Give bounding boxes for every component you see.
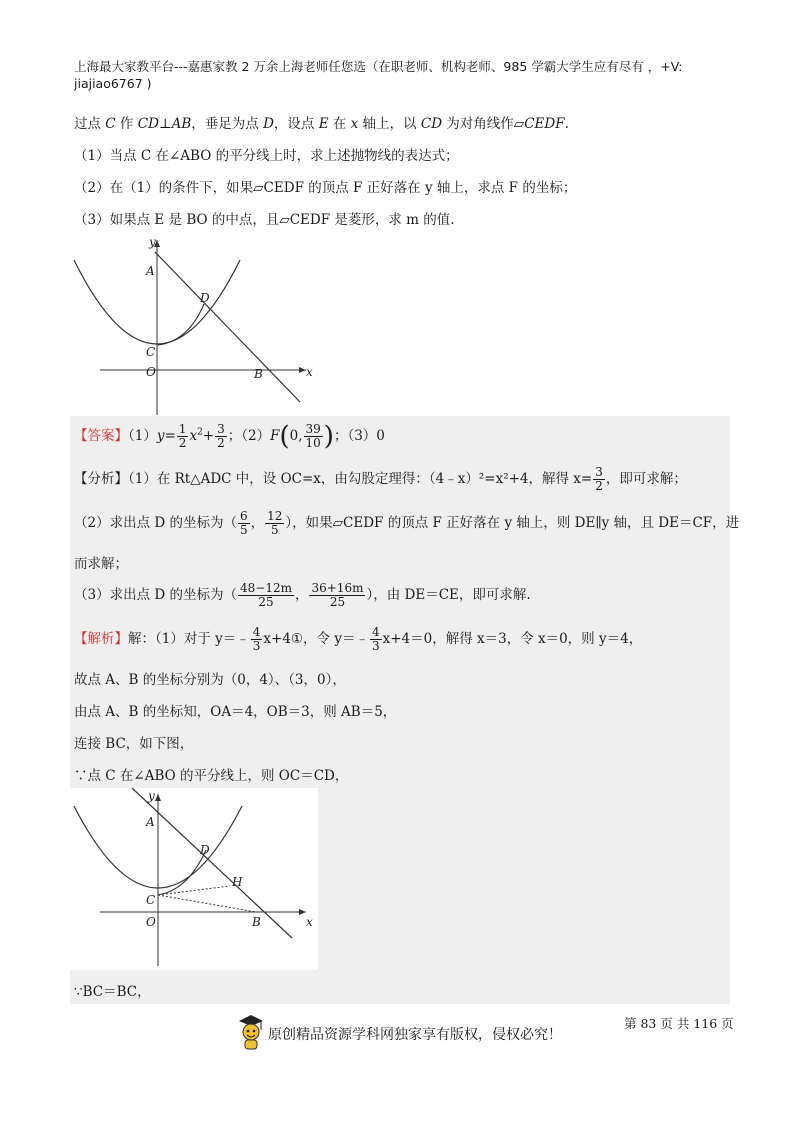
- header-line-2: jiajiao6767 ): [74, 76, 152, 91]
- fig2-label-c: C: [146, 893, 156, 907]
- fig1-label-x: x: [306, 365, 313, 379]
- solution-line-1: 【解析】解：（1）对于 y＝﹣ $\frac{4}{3}$ x+4①，令 y＝﹣ $\frac{4}{3}$ x+4＝0，解得 x＝3，令 x＝0，则 y＝4，: [74, 625, 643, 653]
- solution-line-2: 故点 A、B 的坐标分别为（0，4）、（3，0），: [74, 672, 346, 688]
- question-part-3: （3）如果点 E 是 BO 的中点，且▱CEDF 是菱形，求 m 的值.: [74, 212, 455, 228]
- question-intro: 过点 C 作 CD⊥AB，垂足为点 D，设点 E 在 x 轴上，以 CD 为对角线作▱CEDF.: [74, 116, 569, 132]
- mascot-logo-icon: [236, 1012, 266, 1052]
- analysis-part-1: 【分析】（1）在 Rt△ADC 中，设 OC=x，由勾股定理得：（4﹣x）²=x²+4，解得 x= $\frac{3}{2}$ ，即可求解；: [74, 465, 687, 493]
- fig1-label-b: B: [254, 367, 263, 381]
- figure-2-graph: [70, 788, 318, 970]
- copyright-notice: 原创精品资源学科网独家享有版权，侵权必究！: [268, 1027, 562, 1043]
- question-part-1: （1）当点 C 在∠ABO 的平分线上时，求上述抛物线的表达式；: [74, 148, 459, 164]
- question-part-2: （2）在（1）的条件下，如果▱CEDF 的顶点 F 正好落在 y 轴上，求点 F 的坐标；: [74, 180, 577, 196]
- fig1-label-c: C: [146, 345, 156, 359]
- figure-1-graph: [70, 232, 330, 421]
- page-number: 第 83 页 共 116 页: [624, 1016, 734, 1031]
- fig2-label-x: x: [306, 915, 313, 929]
- header-line-1: 上海最大家教平台---嘉惠家教 2 万余上海老师任您选（在职老师、机构老师、985 学霸大学生应有尽有 ，+V:: [74, 59, 683, 74]
- analysis-part-3: （3）求出点 D 的坐标为（ $\frac{48-12m}{25}$ ， $\frac{36+16m}{25}$ ），由 DE＝CE，即可求解.: [74, 581, 531, 609]
- solution-line-6: ∵BC＝BC，: [74, 984, 151, 1000]
- fig2-label-b: B: [252, 915, 261, 929]
- fig2-label-o: O: [146, 915, 156, 929]
- fig2-label-a: A: [146, 815, 155, 829]
- solution-line-4: 连接 BC，如下图，: [74, 736, 194, 752]
- fig2-label-d: D: [200, 843, 210, 857]
- solution-line-5: ∵点 C 在∠ABO 的平分线上，则 OC＝CD，: [74, 768, 349, 784]
- fig2-label-y: y: [148, 789, 155, 803]
- answer-line: 【答案】（1）y= $\frac{1}{2}$ $x^2+$ $\frac{3}{2}$ ；（2）F(0, $\frac{39}{10}$ )；（3）0: [74, 421, 385, 452]
- analysis-part-2-cont: 而求解；: [74, 556, 128, 572]
- fig1-label-o: O: [146, 365, 156, 379]
- fig1-label-a: A: [146, 264, 155, 278]
- fig1-label-d: D: [200, 291, 210, 305]
- solution-line-3: 由点 A、B 的坐标知，OA＝4，OB＝3，则 AB＝5，: [74, 704, 397, 720]
- fig1-label-y: y: [149, 235, 156, 249]
- fig2-label-h: H: [232, 875, 243, 889]
- analysis-part-2: （2）求出点 D 的坐标为（ $\frac{6}{5}$ ， $\frac{12}{5}$ ），如果▱CEDF 的顶点 F 正好落在 y 轴上，则 DE∥y 轴，且 DE＝CF，进: [74, 509, 740, 537]
